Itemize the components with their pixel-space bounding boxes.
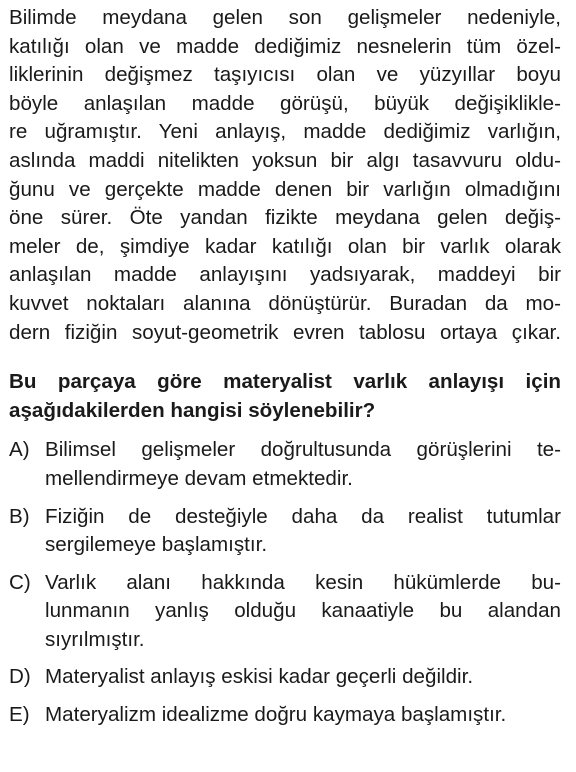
question-page: [9, 4, 561, 739]
question-line: Bu parçaya göre materyalist varlık anlayışı için: [9, 370, 561, 394]
passage-line: dern fiziğin soyut-geometrik evren tablosu ortaya çıkar.: [9, 320, 561, 344]
option-text: [45, 436, 561, 493]
passage-line: Bilimde meydana gelen son gelişmeler nedeniyle,: [9, 6, 561, 29]
passage-line: liklerinin değişmez taşıyıcısı olan ve yüzyıllar boyu: [9, 63, 561, 87]
option-line: sergilemeye başlamıştır.: [45, 533, 268, 557]
passage-line: meler de, şimdiye kadar katılığı olan bir varlık olarak: [9, 234, 561, 258]
option-letter: A): [9, 438, 30, 462]
passage-line: re uğramıştır. Yeni anlayış, madde dediğimiz varlığın,: [9, 120, 561, 144]
option-a[interactable]: [9, 436, 561, 493]
option-d[interactable]: [9, 663, 561, 692]
option-c[interactable]: [9, 569, 561, 655]
option-e[interactable]: [9, 701, 561, 730]
passage-line: böyle anlaşılan madde görüşü, büyük değişiklikle-: [9, 91, 561, 115]
option-b[interactable]: [9, 503, 561, 560]
passage-line: aslında maddi nitelikten yoksun bir algı tasavvuru oldu-: [9, 148, 561, 172]
option-line: Materyalizm idealizme doğru kaymaya başlamıştır.: [45, 703, 507, 727]
option-text: [45, 569, 561, 655]
option-text: [45, 663, 561, 692]
option-line: sıyrılmıştır.: [45, 627, 145, 651]
passage-line: öne sürer. Öte yandan fizikte meydana gelen değiş-: [9, 206, 561, 230]
passage-line: anlaşılan madde anlayışını yadsıyarak, maddeyi bir: [9, 263, 561, 287]
option-line: mellendirmeye devam etmektedir.: [45, 466, 353, 490]
option-letter: E): [9, 703, 30, 727]
option-text: [45, 701, 561, 730]
passage-line: ğunu ve gerçekte madde denen bir varlığın olmadığını: [9, 177, 561, 201]
option-line: Varlık alanı hakkında kesin hükümlerde bu-: [45, 570, 561, 594]
option-line: lunmanın yanlış olduğu kanaatiyle bu alandan: [45, 599, 561, 623]
option-line: Fiziğin de desteğiyle daha da realist tutumlar: [45, 504, 561, 528]
answer-options: [9, 436, 561, 729]
option-text: [45, 503, 561, 560]
question-line: aşağıdakilerden hangisi söylenebilir?: [9, 398, 376, 422]
option-line: Bilimsel gelişmeler doğrultusunda görüşlerini te-: [45, 438, 561, 462]
passage-line: kuvvet noktaları alanına dönüştürür. Buradan da mo-: [9, 291, 561, 315]
option-line: Materyalist anlayış eskisi kadar geçerli değildir.: [45, 665, 474, 689]
option-letter: C): [9, 570, 31, 594]
option-letter: B): [9, 504, 30, 528]
reading-passage: [9, 4, 561, 347]
question-stem: [9, 367, 561, 424]
option-letter: D): [9, 665, 31, 689]
passage-line: katılığı olan ve madde dediğimiz nesnelerin tüm özel-: [9, 34, 561, 58]
